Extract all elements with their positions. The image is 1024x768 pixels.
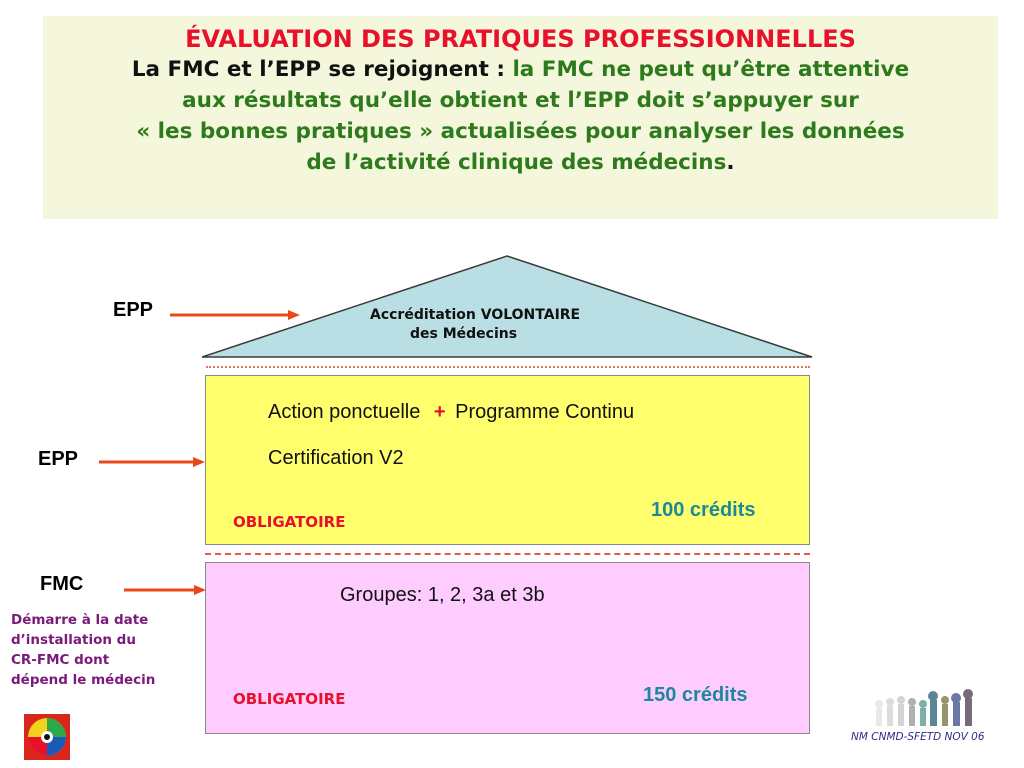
note-line1: Démarre à la date [11, 612, 149, 628]
slide-subtitle [43, 54, 998, 178]
subtitle-lead: La FMC et l’EPP se rejoignent : [131, 57, 513, 82]
plus-sign: + [433, 401, 446, 423]
fmc-obligatoire: OBLIGATOIRE [233, 690, 346, 708]
epp-obligatoire: OBLIGATOIRE [233, 513, 346, 531]
fmc-start-note [11, 610, 206, 690]
subtitle-period: . [726, 150, 735, 175]
fmc-groupes: Groupes: 1, 2, 3a et 3b [340, 584, 545, 606]
note-line2: d’installation du [11, 632, 136, 648]
epp-middle-label: EPP [38, 448, 79, 470]
logo-icon [24, 714, 70, 760]
subtitle-line2: aux résultats qu’elle obtient et l’EPP doit s’appuyer sur [182, 88, 859, 113]
subtitle-line4: de l’activité clinique des médecins [306, 150, 727, 175]
epp-action: Action ponctuelle [268, 401, 421, 423]
epp-middle-arrow-icon [99, 454, 207, 470]
roof-line1: Accréditation VOLONTAIRE [370, 307, 581, 323]
fmc-arrow-icon [124, 582, 208, 598]
epp-action-line [268, 401, 634, 424]
roof-line2: des Médecins [410, 326, 518, 342]
note-line3: CR-FMC dont [11, 652, 110, 668]
epp-certification: Certification V2 [268, 447, 404, 469]
subtitle-line3: « les bonnes pratiques » actualisées pour analyser les données [136, 119, 905, 144]
fmc-label: FMC [40, 573, 84, 595]
roof-label [370, 306, 670, 344]
subtitle-line1: la FMC ne peut qu’être attentive [512, 57, 910, 82]
note-line4: dépend le médecin [11, 672, 156, 688]
dashed-separator [205, 553, 810, 555]
epp-top-arrow-icon [170, 307, 302, 323]
fmc-credits: 150 crédits [643, 684, 748, 706]
epp-programme: Programme Continu [455, 401, 635, 423]
footer-credit: NM CNMD-SFETD NOV 06 [851, 731, 985, 743]
epp-credits: 100 crédits [651, 499, 756, 521]
epp-top-label: EPP [113, 299, 154, 321]
slide-title: ÉVALUATION DES PRATIQUES PROFESSIONNELLES [185, 25, 856, 53]
header-panel [43, 16, 998, 219]
dotted-separator [206, 366, 810, 368]
people-figures-icon [872, 688, 984, 732]
